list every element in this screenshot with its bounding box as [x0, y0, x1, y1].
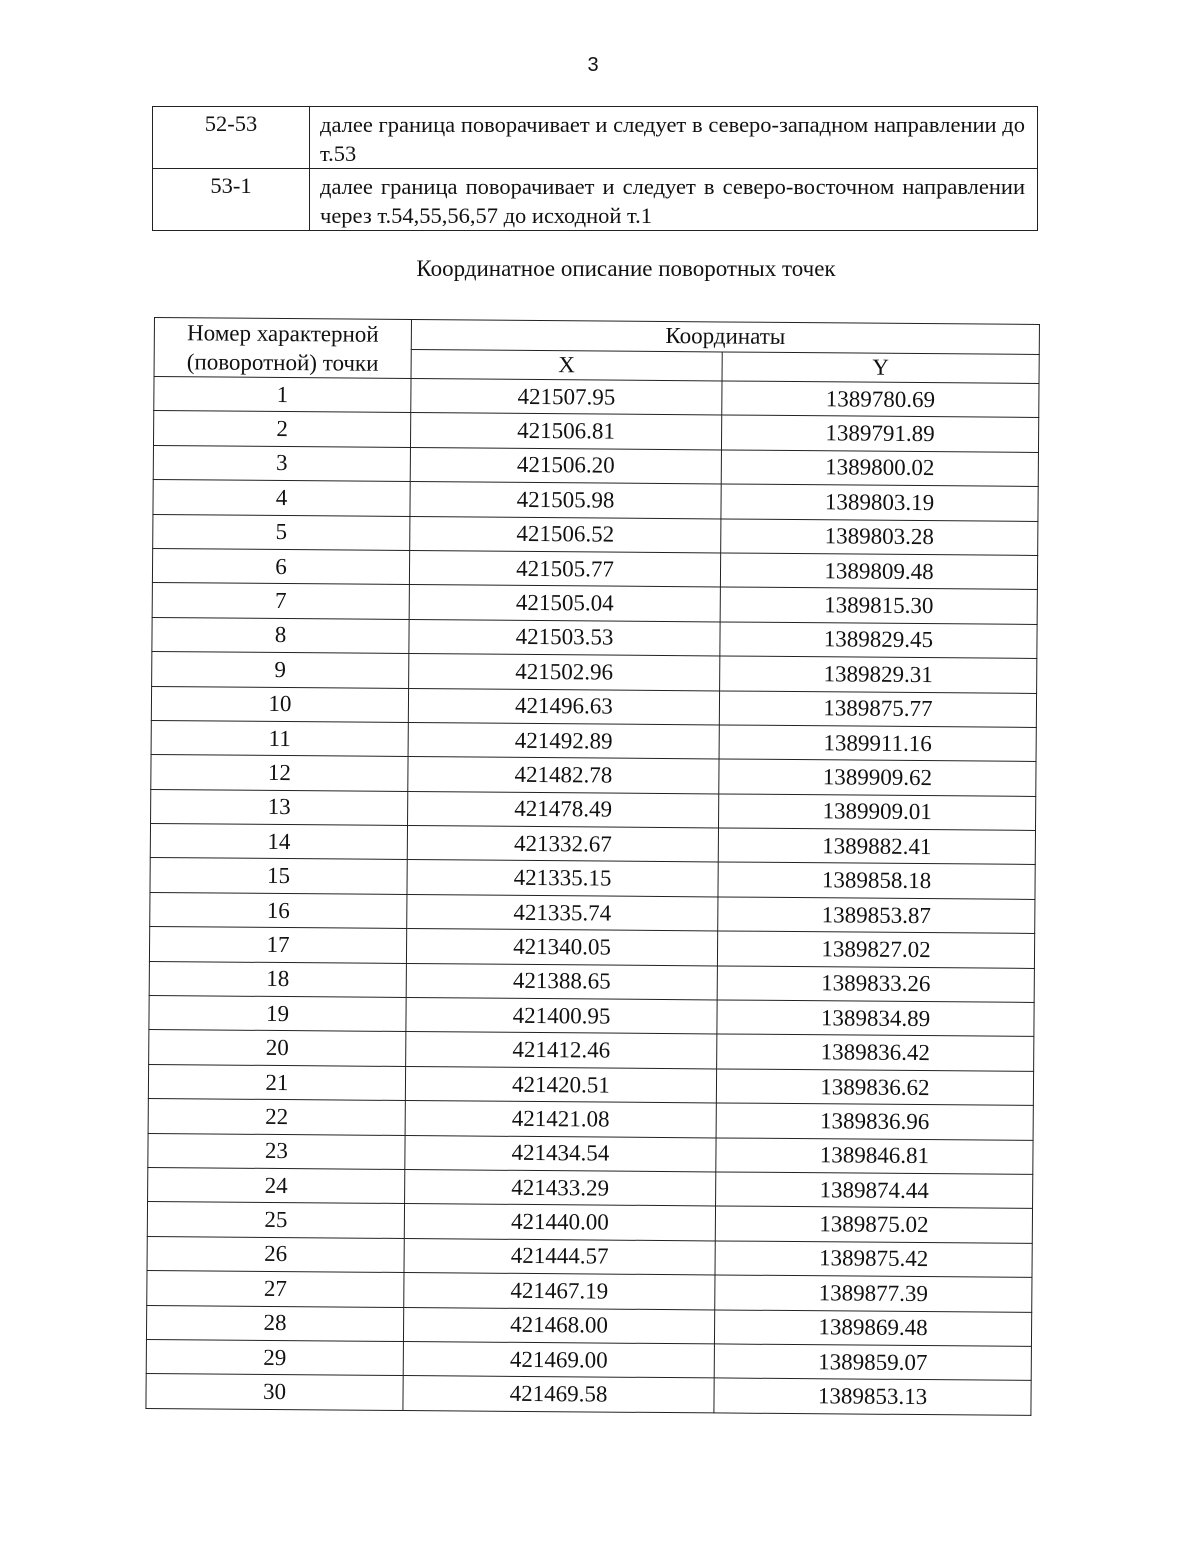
- coord-y-cell: 1389859.07: [714, 1344, 1031, 1381]
- coord-x-cell: 421505.04: [409, 585, 720, 622]
- point-number-cell: 27: [147, 1271, 404, 1307]
- coord-y-cell: 1389803.19: [721, 484, 1038, 521]
- coord-y-cell: 1389780.69: [722, 381, 1039, 418]
- coord-y-cell: 1389846.81: [716, 1138, 1033, 1175]
- section-title: Координатное описание поворотных точек: [416, 256, 836, 281]
- point-number-cell: 4: [153, 480, 410, 516]
- point-number-cell: 16: [150, 892, 407, 928]
- coord-y-cell: 1389836.96: [716, 1103, 1033, 1140]
- coord-y-cell: 1389874.44: [716, 1172, 1033, 1209]
- point-number-cell: 9: [152, 652, 409, 688]
- coord-x-cell: 421506.20: [410, 447, 721, 484]
- coord-x-cell: 421478.49: [408, 791, 719, 828]
- coord-x-cell: 421502.96: [409, 654, 720, 691]
- point-number-cell: 14: [150, 824, 407, 860]
- header-coordinates: Координаты: [411, 320, 1039, 354]
- coord-y-cell: 1389875.02: [715, 1206, 1032, 1243]
- header-point-number: Номер характерной (поворотной) точки: [154, 318, 411, 379]
- coord-y-cell: 1389833.26: [717, 966, 1034, 1003]
- coord-x-cell: 421433.29: [405, 1169, 716, 1206]
- point-number-cell: 1: [154, 377, 411, 413]
- coord-y-cell: 1389829.31: [720, 656, 1037, 693]
- coord-y-cell: 1389882.41: [718, 828, 1035, 865]
- coord-x-cell: 421468.00: [403, 1307, 714, 1344]
- coord-y-cell: 1389827.02: [717, 931, 1034, 968]
- point-number-cell: 19: [149, 996, 406, 1032]
- point-number-cell: 12: [151, 755, 408, 791]
- table-row: [146, 1374, 1031, 1415]
- coordinates-table: [145, 317, 1040, 1416]
- coord-x-cell: 421421.08: [405, 1101, 716, 1138]
- coord-x-cell: 421467.19: [404, 1273, 715, 1310]
- boundary-segments-table: [152, 106, 1038, 231]
- table-header-row: [154, 318, 1039, 354]
- point-number-cell: 11: [151, 720, 408, 756]
- coord-y-cell: 1389836.42: [717, 1034, 1034, 1071]
- coord-y-cell: 1389800.02: [721, 450, 1038, 487]
- point-number-cell: 20: [149, 1030, 406, 1066]
- point-number-cell: 13: [151, 789, 408, 825]
- header-y: Y: [722, 351, 1039, 383]
- coord-x-cell: 421469.00: [403, 1341, 714, 1378]
- coord-y-cell: 1389875.42: [715, 1241, 1032, 1278]
- coord-x-cell: 421506.52: [410, 516, 721, 553]
- coord-x-cell: 421440.00: [404, 1204, 715, 1241]
- point-number-cell: 21: [148, 1064, 405, 1100]
- coord-x-cell: 421340.05: [406, 929, 717, 966]
- coord-y-cell: 1389809.48: [720, 553, 1037, 590]
- coord-y-cell: 1389829.45: [720, 622, 1037, 659]
- coord-x-cell: 421335.74: [407, 894, 718, 931]
- segment-description: далее граница поворачивает и следует в северо-восточном направлении через т.54,55,56,57 до исходной т.1: [310, 169, 1038, 231]
- coord-x-cell: 421469.58: [403, 1376, 714, 1413]
- segment-description: далее граница поворачивает и следует в северо-западном направлении до т.53: [310, 107, 1038, 169]
- coord-y-cell: 1389815.30: [720, 587, 1037, 624]
- point-number-cell: 17: [149, 927, 406, 963]
- point-number-cell: 6: [152, 548, 409, 584]
- coord-x-cell: 421400.95: [406, 998, 717, 1035]
- point-number-cell: 8: [152, 617, 409, 653]
- point-number-cell: 24: [148, 1167, 405, 1203]
- coord-x-cell: 421420.51: [405, 1066, 716, 1103]
- point-number-cell: 22: [148, 1099, 405, 1135]
- point-number-cell: 28: [146, 1305, 403, 1341]
- coord-x-cell: 421492.89: [408, 722, 719, 759]
- table-row: [153, 107, 1038, 169]
- point-number-cell: 26: [147, 1236, 404, 1272]
- point-number-cell: 23: [148, 1133, 405, 1169]
- coord-y-cell: 1389803.28: [721, 519, 1038, 556]
- page-number: 3: [587, 54, 599, 76]
- coord-y-cell: 1389869.48: [714, 1309, 1031, 1346]
- point-number-cell: 7: [152, 583, 409, 619]
- coord-x-cell: 421503.53: [409, 619, 720, 656]
- coord-x-cell: 421332.67: [407, 826, 718, 863]
- coord-y-cell: 1389853.13: [714, 1378, 1031, 1415]
- coord-x-cell: 421505.77: [409, 550, 720, 587]
- coord-x-cell: 421505.98: [410, 482, 721, 519]
- coord-y-cell: 1389858.18: [718, 862, 1035, 899]
- coord-y-cell: 1389834.89: [717, 1000, 1034, 1037]
- point-number-cell: 2: [153, 411, 410, 447]
- coord-x-cell: 421434.54: [405, 1135, 716, 1172]
- coord-x-cell: 421507.95: [411, 379, 722, 416]
- header-x: X: [411, 349, 722, 381]
- segment-range: 53-1: [153, 169, 310, 231]
- point-number-cell: 30: [146, 1374, 403, 1410]
- table-row: [153, 169, 1038, 231]
- coord-x-cell: 421412.46: [406, 1032, 717, 1069]
- point-number-cell: 3: [153, 445, 410, 481]
- coord-x-cell: 421444.57: [404, 1238, 715, 1275]
- coord-x-cell: 421496.63: [408, 688, 719, 725]
- coord-x-cell: 421388.65: [406, 963, 717, 1000]
- coord-y-cell: 1389909.01: [719, 794, 1036, 831]
- point-number-cell: 15: [150, 858, 407, 894]
- coord-y-cell: 1389836.62: [716, 1069, 1033, 1106]
- segment-range: 52-53: [153, 107, 310, 169]
- coord-x-cell: 421506.81: [410, 413, 721, 450]
- coord-y-cell: 1389909.62: [719, 759, 1036, 796]
- coordinates-table-body: [146, 377, 1039, 1416]
- coord-y-cell: 1389911.16: [719, 725, 1036, 762]
- point-number-cell: 29: [146, 1339, 403, 1375]
- coord-y-cell: 1389875.77: [719, 690, 1036, 727]
- coord-x-cell: 421335.15: [407, 860, 718, 897]
- point-number-cell: 10: [151, 686, 408, 722]
- coord-x-cell: 421482.78: [408, 757, 719, 794]
- coord-y-cell: 1389853.87: [718, 897, 1035, 934]
- coord-y-cell: 1389877.39: [715, 1275, 1032, 1312]
- point-number-cell: 5: [153, 514, 410, 550]
- point-number-cell: 25: [147, 1202, 404, 1238]
- point-number-cell: 18: [149, 961, 406, 997]
- coord-y-cell: 1389791.89: [721, 415, 1038, 452]
